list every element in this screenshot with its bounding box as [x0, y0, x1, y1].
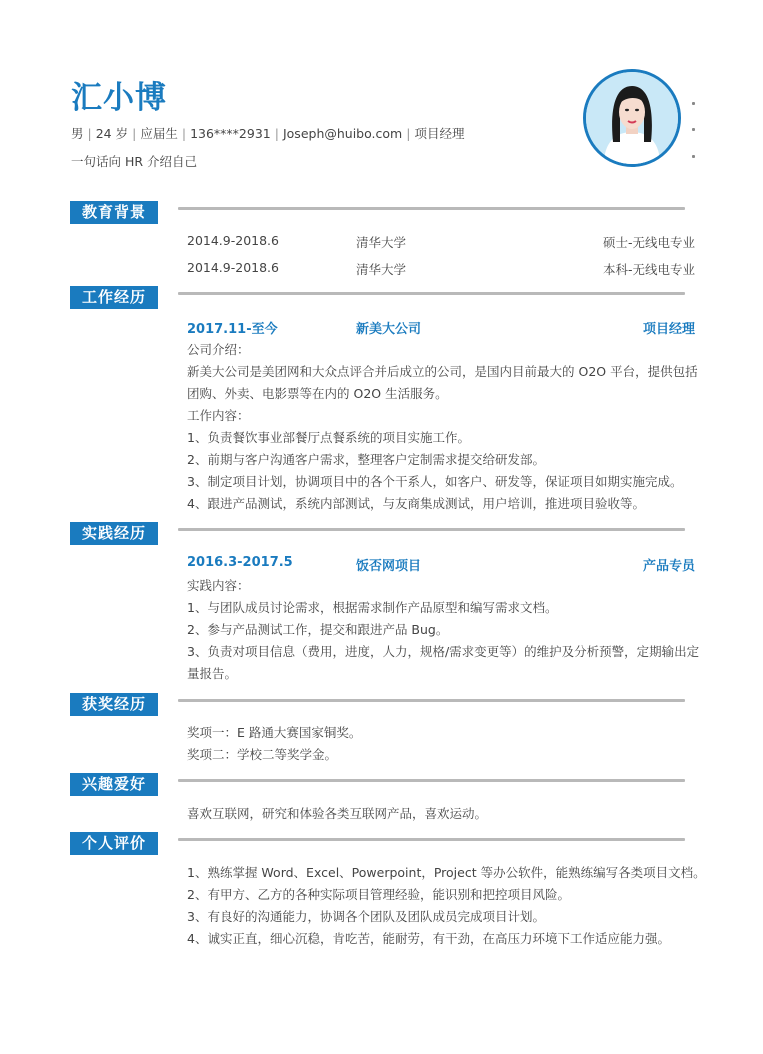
self-intro: 一句话向 HR 介绍自己 [71, 154, 198, 169]
evaluation-line: 4、诚实正直，细心沉稳，肯吃苦，能耐劳，有干劲，在高压力环境下工作适应能力强。 [187, 931, 670, 946]
practice-line: 量报告。 [187, 666, 238, 681]
practice-line: 1、与团队成员讨论需求，根据需求制作产品原型和编写需求文档。 [187, 600, 558, 615]
practice-date: 2016.3-2017.5 [187, 555, 293, 570]
section-divider [178, 779, 685, 782]
section-title-awards: 获奖经历 [70, 693, 158, 716]
education-school: 清华大学 [356, 235, 407, 250]
education-row [187, 260, 695, 278]
candidate-name: 汇小博 [71, 80, 167, 116]
work-line: 4、跟进产品测试，系统内部测试，与友商集成测试，用户培训，推进项目验收等。 [187, 496, 645, 511]
education-degree: 本科-无线电专业 [602, 262, 695, 277]
work-line: 新美大公司是美团网和大众点评合并后成立的公司，是国内目前最大的 O2O 平台，提供包括 [187, 364, 698, 379]
work-line: 1、负责餐饮事业部餐厅点餐系统的项目实施工作。 [187, 430, 470, 445]
avatar [583, 69, 681, 167]
practice-role: 产品专员 [642, 559, 695, 574]
evaluation-line: 2、有甲方、乙方的各种实际项目管理经验，能识别和把控项目风险。 [187, 887, 570, 902]
decor-dot [692, 155, 695, 158]
work-role: 项目经理 [642, 322, 695, 337]
section-title-hobbies: 兴趣爱好 [70, 773, 158, 796]
work-company: 新美大公司 [356, 322, 422, 337]
education-row [187, 233, 695, 251]
work-line: 公司介绍： [187, 342, 250, 357]
decor-dot [692, 128, 695, 131]
section-title-education: 教育背景 [70, 201, 158, 224]
work-header [187, 318, 695, 336]
section-divider [178, 528, 685, 531]
education-degree: 硕士-无线电专业 [602, 235, 695, 250]
evaluation-line: 1、熟练掌握 Word、Excel、Powerpoint，Project 等办公软件，能熟练编写各类项目文档。 [187, 865, 706, 880]
portrait-photo [586, 72, 678, 164]
work-line: 3、制定项目计划，协调项目中的各个干系人，如客户、研发等，保证项目如期实施完成。 [187, 474, 683, 489]
section-divider [178, 838, 685, 841]
practice-project: 饭否网项目 [356, 559, 422, 574]
target-position: 项目经理 [414, 126, 465, 141]
award-line: 奖项二：学校二等奖学金。 [187, 747, 338, 762]
education-date: 2014.9-2018.6 [187, 233, 279, 248]
work-line: 2、前期与客户沟通客户需求，整理客户定制需求提交给研发部。 [187, 452, 545, 467]
practice-line: 实践内容： [187, 578, 250, 593]
section-title-evaluation: 个人评价 [70, 832, 158, 855]
hobby-line: 喜欢互联网，研究和体验各类互联网产品，喜欢运动。 [187, 806, 488, 821]
section-divider [178, 207, 685, 210]
practice-line: 3、负责对项目信息（费用，进度，人力，规格/需求变更等）的维护及分析预警，定期输出定 [187, 644, 700, 659]
basic-info: 男 | 24 岁 | 应届生 | 136****2931 | Joseph@huibo.com | 项目经理 [71, 126, 465, 141]
education-school: 清华大学 [356, 262, 407, 277]
section-title-practice: 实践经历 [70, 522, 158, 545]
phone: 136****2931 [190, 126, 271, 141]
status: 应届生 [140, 126, 178, 141]
practice-header [187, 555, 695, 573]
section-divider [178, 699, 685, 702]
practice-line: 2、参与产品测试工作，提交和跟进产品 Bug。 [187, 622, 449, 637]
work-line: 工作内容： [187, 408, 250, 423]
award-line: 奖项一：E 路通大赛国家铜奖。 [187, 725, 362, 740]
work-date: 2017.11-至今 [187, 322, 278, 337]
age: 24 岁 [95, 126, 129, 141]
email: Joseph@huibo.com [282, 126, 403, 141]
section-divider [178, 292, 685, 295]
decor-dot [692, 102, 695, 105]
education-date: 2014.9-2018.6 [187, 260, 279, 275]
section-title-work: 工作经历 [70, 286, 158, 309]
work-line: 团购、外卖、电影票等在内的 O2O 生活服务。 [187, 386, 448, 401]
evaluation-line: 3、有良好的沟通能力，协调各个团队及团队成员完成项目计划。 [187, 909, 545, 924]
gender: 男 [71, 126, 84, 141]
